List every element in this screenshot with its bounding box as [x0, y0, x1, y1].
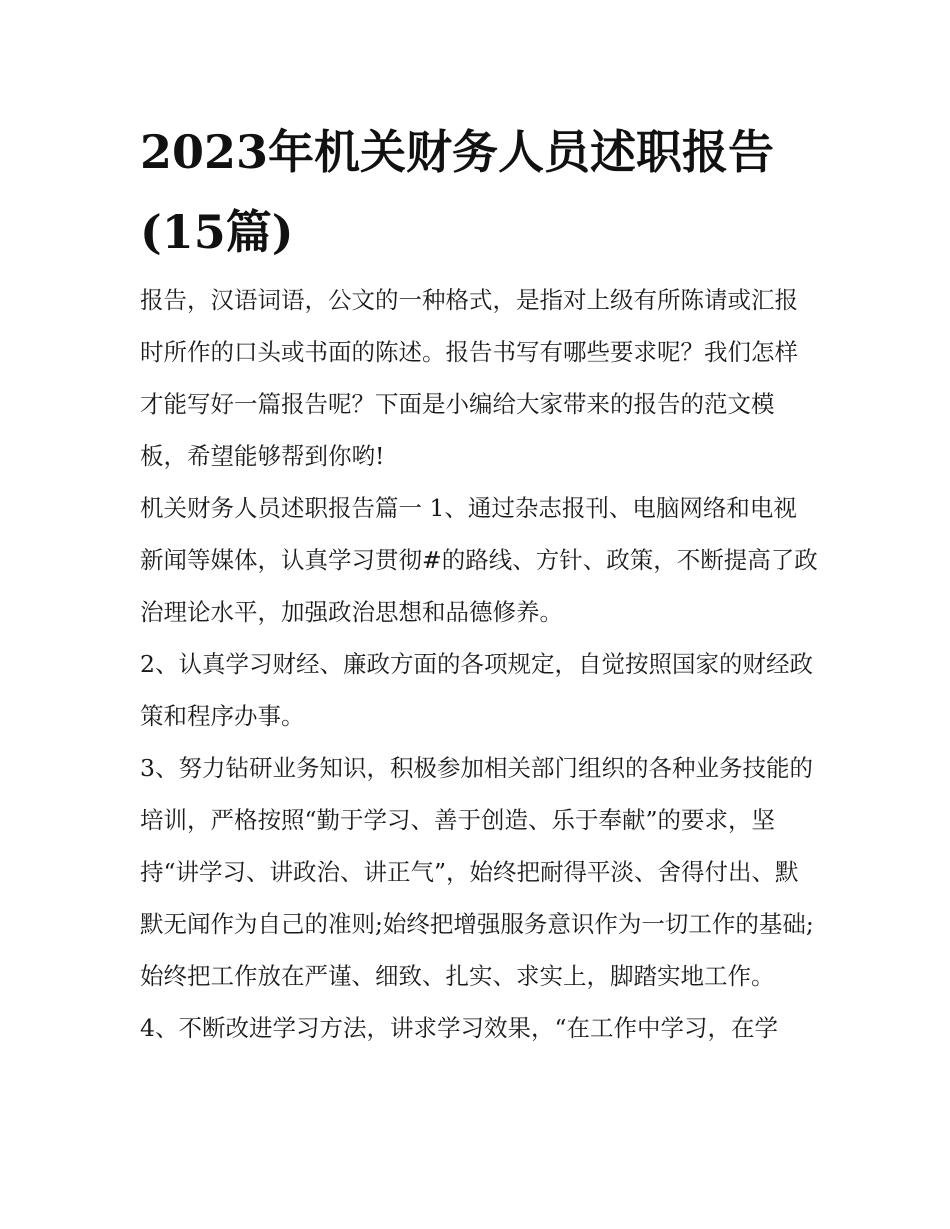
document-title: 2023年机关财务人员述职报告(15篇)	[140, 125, 775, 259]
section-one-paragraph: 机关财务人员述职报告篇一 1、通过杂志报刊、电脑网络和电视新闻等媒体，认真学习贯彻#的路线、方针、政策，不断提高了政治理论水平，加强政治思想和品德修养。	[140, 494, 818, 626]
intro-paragraph: 报告，汉语词语，公文的一种格式，是指对上级有所陈请或汇报时所作的口头或书面的陈述。报告书写有哪些要求呢？我们怎样才能写好一篇报告呢？下面是小编给大家带来的报告的范文模板，希望能够帮到你哟!	[140, 286, 798, 470]
item-4-paragraph: 4、不断改进学习方法，讲求学习效果，“在工作中学习，在学	[140, 1014, 778, 1042]
item-3-paragraph: 3、努力钻研业务知识，积极参加相关部门组织的各种业务技能的培训，严格按照“勤于学习、善于创造、乐于奉献”的要求，坚持“讲学习、讲政治、讲正气”，始终把耐得平淡、舍得付出、默默无闻作为自己的准则;始终把增强服务意识作为一切工作的基础;始终把工作放在严谨、细致、扎实、求实上，脚踏实地工作。	[140, 754, 814, 990]
document-body	[140, 274, 820, 1054]
item-2-paragraph: 2、认真学习财经、廉政方面的各项规定，自觉按照国家的财经政策和程序办事。	[140, 650, 813, 730]
